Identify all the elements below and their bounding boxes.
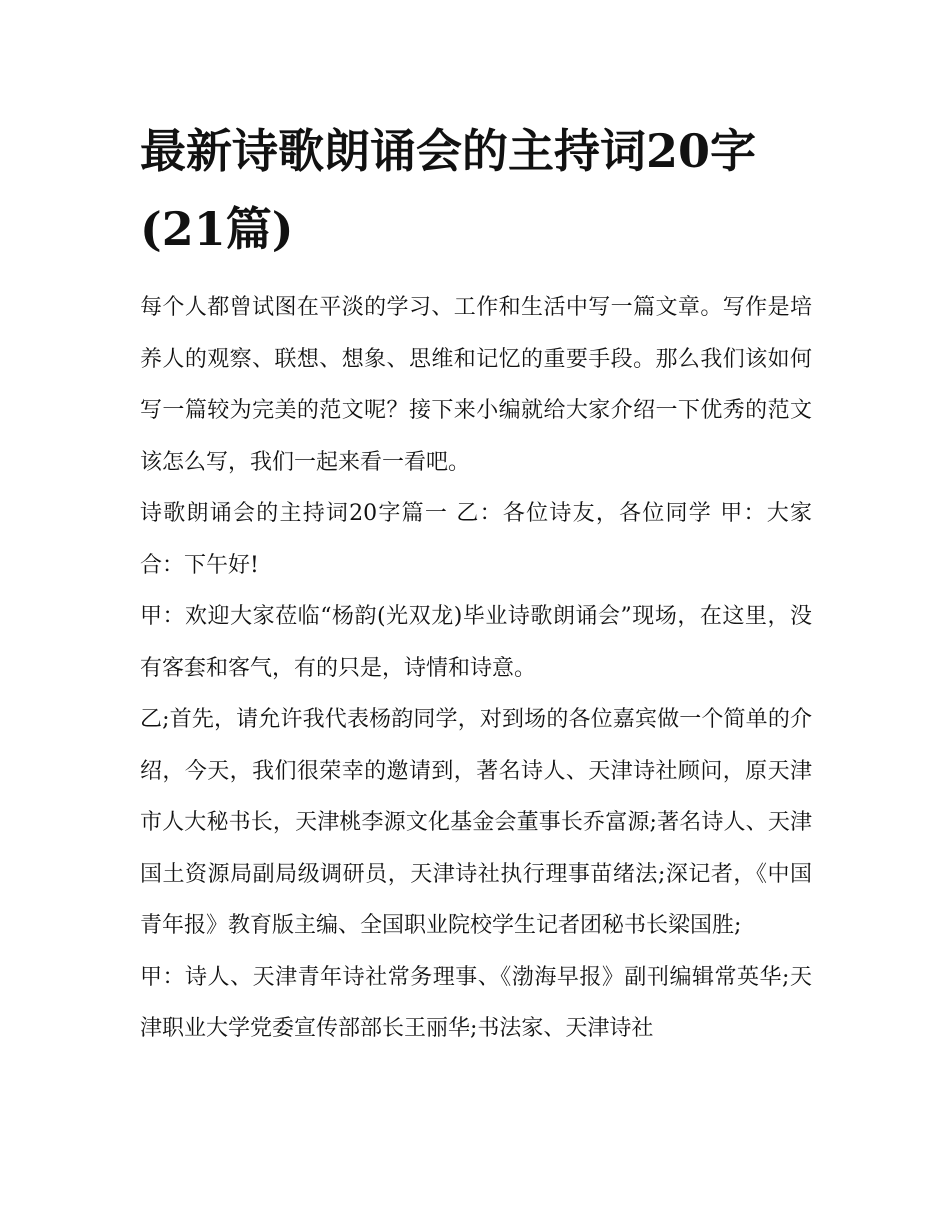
paragraph-intro: 每个人都曾试图在平淡的学习、工作和生活中写一篇文章。写作是培养人的观察、联想、想象、思维和记忆的重要手段。那么我们该如何写一篇较为完美的范文呢？接下来小编就给大家介绍一下优秀的范文该怎么写，我们一起来看一看吧。 <box>140 295 812 475</box>
paragraph-welcome: 甲：欢迎大家莅临“杨韵(光双龙)毕业诗歌朗诵会”现场，在这里，没有客套和客气，有的只是，诗情和诗意。 <box>140 604 812 681</box>
paragraph-guests-continued: 甲：诗人、天津青年诗社常务理事、《渤海早报》副刊编辑常英华;天津职业大学党委宣传部部长王丽华;书法家、天津诗社 <box>140 964 812 1041</box>
paragraph-greeting: 诗歌朗诵会的主持词20字篇一 乙：各位诗友，各位同学 甲：大家 合：下午好! <box>140 501 812 578</box>
document-title: 最新诗歌朗诵会的主持词20字(21篇) <box>140 124 757 256</box>
document-page <box>140 112 812 1055</box>
paragraph-guests: 乙;首先，请允许我代表杨韵同学，对到场的各位嘉宾做一个简单的介绍，今天，我们很荣幸的邀请到，著名诗人、天津诗社顾问，原天津市人大秘书长，天津桃李源文化基金会董事长乔富源;著名诗人、天津国土资源局副局级调研员，天津诗社执行理事苗绪法;深记者，《中国青年报》教育版主编、全国职业院校学生记者团秘书长梁国胜; <box>140 707 812 938</box>
